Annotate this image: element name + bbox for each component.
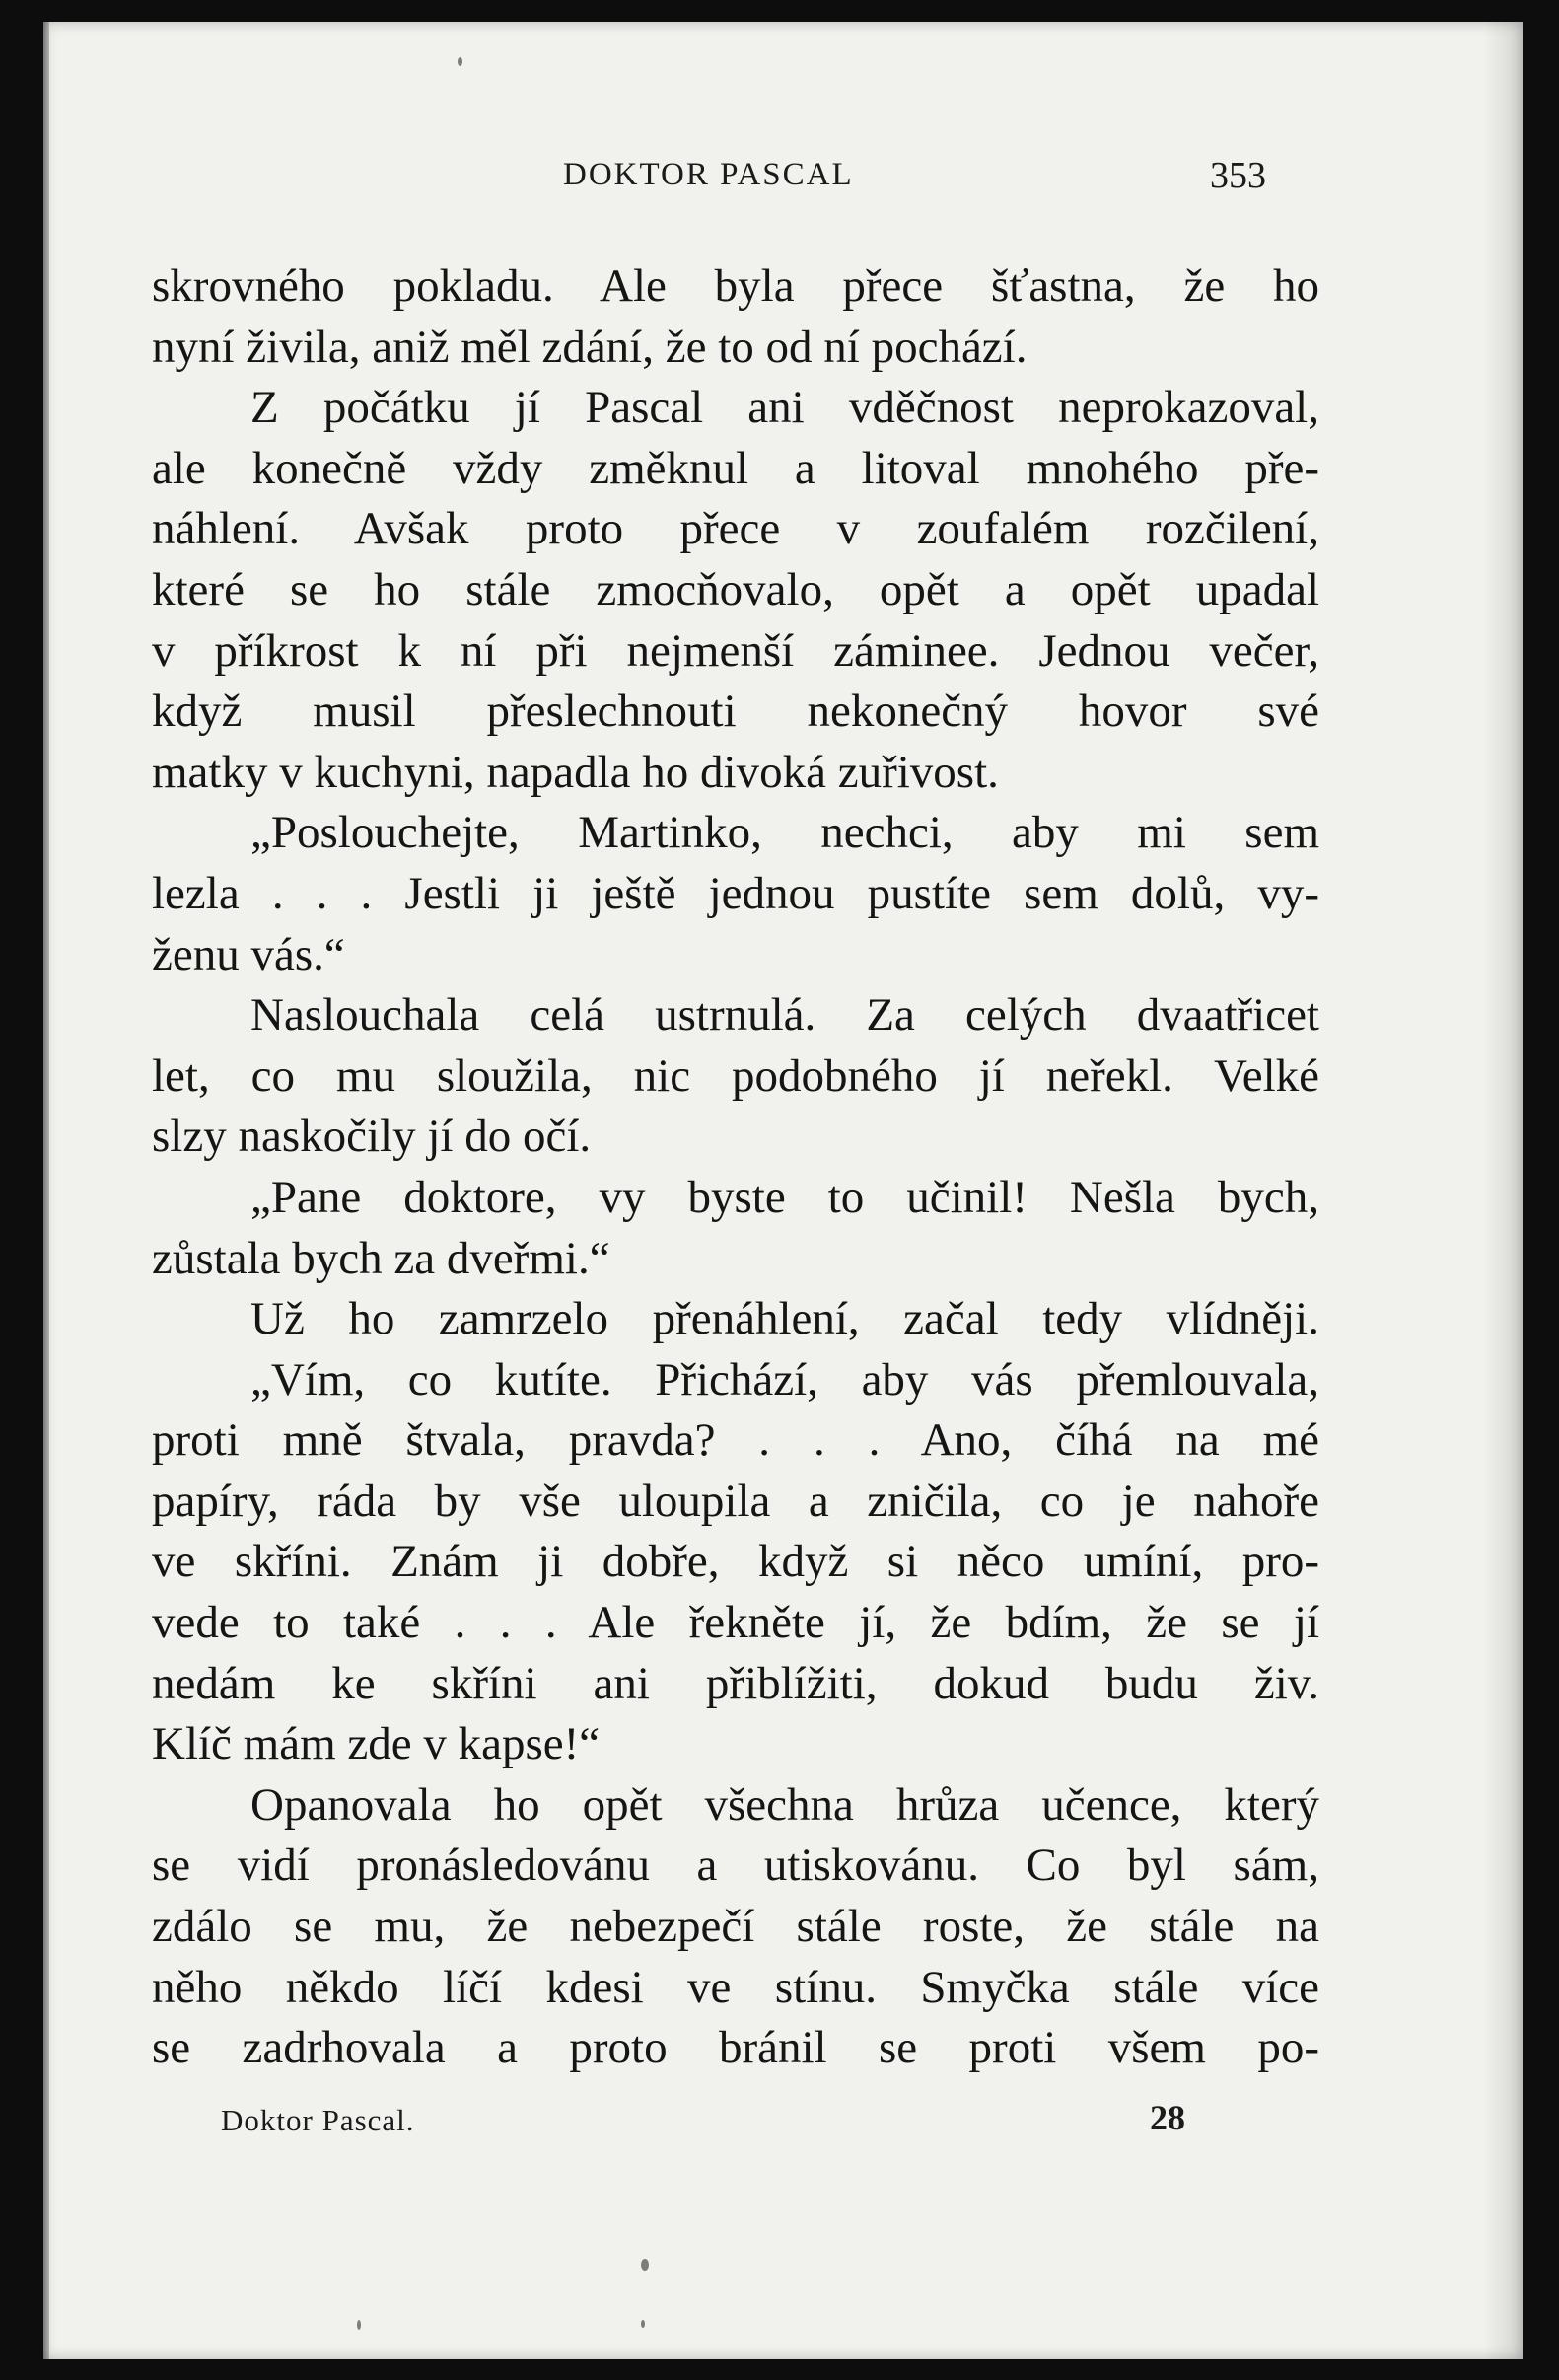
text-line: ve skříni. Znám ji dobře, když si něco umíní, pro- bbox=[152, 1536, 1319, 1588]
signature-mark: 28 bbox=[1150, 2098, 1185, 2137]
running-title: DOKTOR PASCAL bbox=[563, 157, 854, 192]
text-line: skrovného pokladu. Ale byla přece šťastna, že ho bbox=[152, 260, 1319, 312]
text-line: proti mně štvala, pravda? . . . Ano, číhá na mé bbox=[152, 1414, 1319, 1467]
text-line: lezla . . . Jestli ji ještě jednou pustíte sem dolů, vy- bbox=[152, 867, 1319, 919]
text-line: „Vím, co kutíte. Přichází, aby vás přemlouvala, bbox=[250, 1353, 1319, 1406]
text-line: se vidí pronásledovánu a utiskovánu. Co byl sám, bbox=[152, 1839, 1319, 1892]
text-line: vede to také . . . Ale řekněte jí, že bdím, že se jí bbox=[152, 1597, 1319, 1649]
text-line: zdálo se mu, že nebezpečí stále roste, že stále na bbox=[152, 1901, 1319, 1953]
paper-speck bbox=[458, 57, 462, 66]
text-line: které se ho stále zmocňovalo, opět a opět upadal bbox=[152, 563, 1319, 615]
page-number: 353 bbox=[1210, 155, 1266, 196]
text-line: „Poslouchejte, Martinko, nechci, aby mi sem bbox=[250, 807, 1319, 859]
text-line: zůstala bych za dveřmi.“ bbox=[152, 1232, 610, 1284]
text-line: Opanovala ho opět všechna hrůza učence, který bbox=[250, 1778, 1319, 1831]
text-line: nedám ke skříni ani přiblížiti, dokud budu živ. bbox=[152, 1657, 1319, 1709]
text-line: let, co mu sloužila, nic podobného jí neřekl. Velké bbox=[152, 1049, 1319, 1102]
paper-speck bbox=[357, 2320, 361, 2330]
text-line: Už ho zamrzelo přenáhlení, začal tedy vlídněji. bbox=[250, 1293, 1319, 1345]
text-line: slzy naskočily jí do očí. bbox=[152, 1111, 592, 1163]
text-line: „Pane doktore, vy byste to učinil! Nešla bych, bbox=[250, 1171, 1319, 1223]
text-line: Z počátku jí Pascal ani vděčnost neprokazoval, bbox=[250, 382, 1319, 434]
text-line: náhlení. Avšak proto přece v zoufalém rozčilení, bbox=[152, 503, 1319, 555]
footer-book-title: Doktor Pascal. bbox=[221, 2103, 415, 2137]
text-line: ženu vás.“ bbox=[152, 928, 345, 980]
text-line: když musil přeslechnouti nekonečný hovor své bbox=[152, 685, 1319, 738]
text-line: Klíč mám zde v kapse!“ bbox=[152, 1718, 601, 1770]
body-text bbox=[152, 256, 1319, 2079]
text-line: se zadrhovala a proto bránil se proti všem po- bbox=[152, 2022, 1319, 2074]
text-line: matky v kuchyni, napadla ho divoká zuřivost. bbox=[152, 746, 999, 798]
text-line: ale konečně vždy změknul a litoval mnohého pře- bbox=[152, 442, 1319, 494]
text-line: něho někdo líčí kdesi ve stínu. Smyčka stále více bbox=[152, 1961, 1319, 2013]
book-page bbox=[43, 22, 1523, 2359]
paper-speck bbox=[641, 2259, 649, 2271]
text-line: nyní živila, aniž měl zdání, že to od ní pochází. bbox=[152, 321, 1028, 373]
text-line: Naslouchala celá ustrnulá. Za celých dvaatřicet bbox=[250, 989, 1319, 1042]
paper-speck bbox=[641, 2320, 645, 2328]
text-line: v příkrost k ní při nejmenší záminee. Jednou večer, bbox=[152, 624, 1319, 677]
text-line: papíry, ráda by vše uloupila a zničila, co je nahoře bbox=[152, 1475, 1319, 1527]
